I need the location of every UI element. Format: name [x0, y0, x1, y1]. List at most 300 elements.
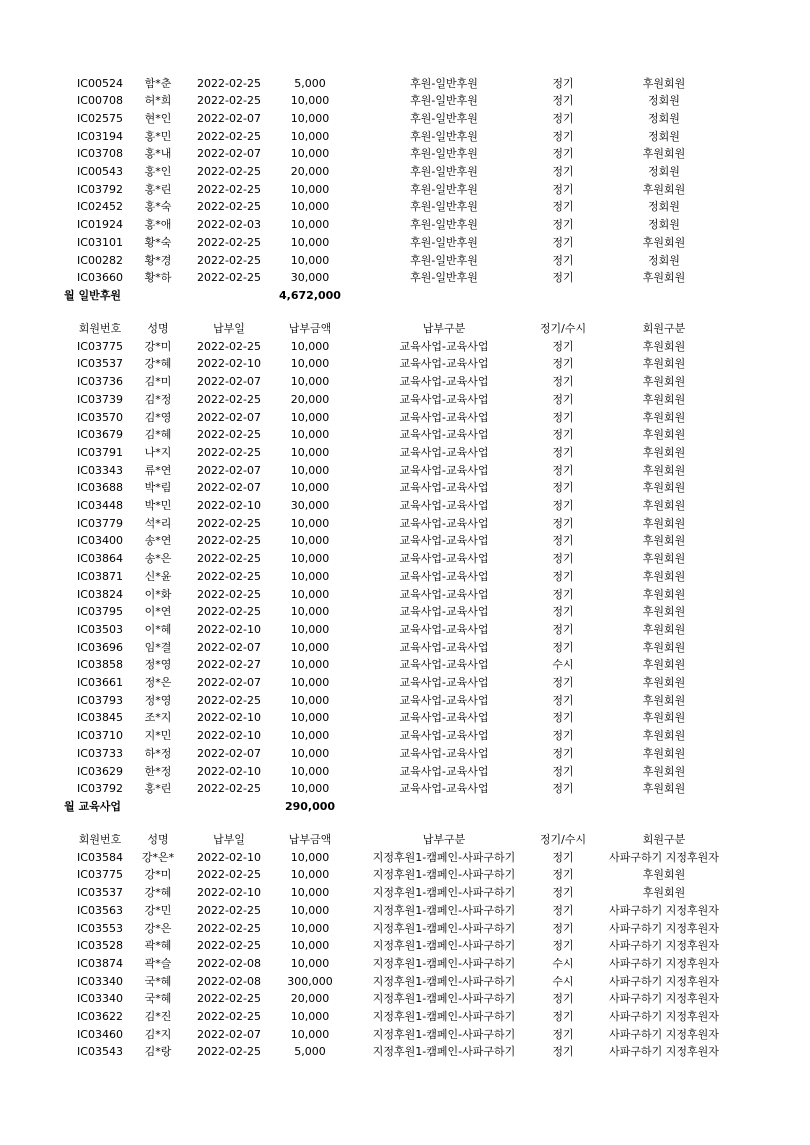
regular-or-occasional-cell: 수시: [552, 974, 574, 988]
payment-type-cell: 교육사업-교육사업: [399, 622, 489, 636]
regular-or-occasional-cell: 정기: [552, 640, 574, 654]
table-row: [0, 603, 810, 621]
member-name-cell: 강*혜: [144, 357, 172, 371]
member-name-cell: 박*림: [144, 481, 172, 495]
table-row: [0, 426, 810, 444]
payment-type-cell: 교육사업-교육사업: [399, 445, 489, 459]
payment-amount-cell: 10,000: [290, 868, 330, 882]
regular-or-occasional-cell: 정기: [552, 921, 574, 935]
regular-or-occasional-cell: 정기: [552, 693, 574, 707]
member-name-cell: 성명: [147, 322, 169, 335]
member-type-cell: 정회원: [648, 165, 680, 178]
regular-or-occasional-cell: 정기: [552, 182, 574, 196]
regular-or-occasional-cell: 정기: [552, 1027, 574, 1041]
payment-amount-cell: 10,000: [290, 640, 330, 654]
member-id-cell: IC00524: [77, 76, 123, 90]
member-name-cell: 황*하: [144, 271, 172, 285]
regular-or-occasional-cell: 정기: [552, 271, 574, 285]
member-id-cell: IC03448: [77, 499, 123, 512]
member-type-cell: 정회원: [648, 111, 680, 125]
payment-date-cell: 2022-02-25: [197, 992, 261, 1006]
member-id-cell: IC01924: [77, 218, 123, 232]
payment-date-cell: 2022-02-07: [197, 375, 261, 389]
regular-or-occasional-cell: 정기: [552, 200, 574, 214]
member-name-cell: 강*미: [144, 868, 172, 882]
member-id-cell: IC03460: [77, 1027, 123, 1041]
payment-date-cell: 2022-02-25: [197, 76, 261, 90]
member-type-cell: 후원회원: [642, 676, 686, 689]
table-row: [0, 479, 810, 497]
table-row: [0, 355, 810, 373]
member-type-cell: 사파구하기 지정후원자: [609, 1010, 719, 1023]
payment-date-cell: 납부일: [213, 322, 245, 335]
regular-or-occasional-cell: 정기: [552, 235, 574, 249]
regular-or-occasional-cell: 정기: [552, 534, 574, 548]
member-name-cell: 함*춘: [144, 76, 172, 90]
regular-or-occasional-cell: 정기: [552, 903, 574, 917]
member-id-cell: IC03661: [77, 676, 123, 689]
payment-date-cell: 2022-02-25: [197, 339, 261, 353]
payment-amount-cell: 10,000: [290, 463, 330, 477]
member-id-cell: IC03400: [77, 534, 123, 548]
payment-type-cell: 교육사업-교육사업: [399, 605, 489, 619]
subtotal-value: 4,672,000: [279, 288, 341, 302]
member-type-cell: 후원회원: [642, 271, 686, 285]
table-row: [0, 181, 810, 199]
member-type-cell: 후원회원: [642, 463, 686, 477]
member-id-cell: 회원번호: [78, 833, 122, 846]
member-type-cell: 후원회원: [642, 587, 686, 601]
payment-date-cell: 2022-02-07: [197, 640, 261, 654]
payment-amount-cell: 10,000: [290, 729, 330, 743]
table-row: [0, 269, 810, 287]
payment-date-cell: 2022-02-25: [197, 605, 261, 619]
payment-amount-cell: 300,000: [287, 974, 333, 988]
member-type-cell: 후원회원: [642, 552, 686, 566]
member-name-cell: 강*민: [144, 903, 172, 917]
member-name-cell: 김*정: [144, 392, 172, 406]
member-name-cell: 송*은: [144, 552, 172, 566]
member-id-cell: IC03537: [77, 357, 123, 371]
member-id-cell: IC03340: [77, 974, 123, 988]
member-type-cell: 후원회원: [642, 711, 686, 725]
member-name-cell: 석*리: [144, 516, 172, 530]
member-name-cell: 임*결: [144, 640, 172, 654]
payment-amount-cell: 10,000: [290, 587, 330, 601]
table-row: [0, 515, 810, 533]
regular-or-occasional-cell: 정기: [552, 94, 574, 108]
regular-or-occasional-cell: 정기: [552, 746, 574, 760]
payment-amount-cell: 10,000: [290, 886, 330, 900]
member-type-cell: 후원회원: [642, 428, 686, 442]
member-id-cell: IC03739: [77, 392, 123, 406]
payment-date-cell: 2022-02-25: [197, 534, 261, 548]
member-name-cell: 김*영: [144, 410, 172, 424]
payment-amount-cell: 20,000: [290, 165, 330, 178]
payment-date-cell: 2022-02-10: [197, 850, 261, 864]
subtotal-label: 월 일반후원: [64, 288, 121, 302]
member-id-cell: IC00543: [77, 165, 123, 178]
payment-amount-cell: 10,000: [290, 693, 330, 707]
regular-or-occasional-cell: 정기: [552, 111, 574, 125]
member-name-cell: 국*혜: [144, 992, 172, 1006]
table-row: [0, 727, 810, 745]
payment-type-cell: 지정후원1-캠페인-사파구하기: [372, 850, 516, 864]
payment-amount-cell: 30,000: [290, 271, 330, 285]
table-row: [0, 373, 810, 391]
payment-date-cell: 2022-02-25: [197, 445, 261, 459]
payment-type-cell: 후원-일반후원: [410, 200, 478, 214]
member-id-cell: IC03194: [77, 129, 123, 143]
member-name-cell: 강*은*: [141, 850, 175, 864]
member-id-cell: IC03858: [77, 658, 123, 672]
member-type-cell: 후원회원: [642, 182, 686, 196]
member-type-cell: 정회원: [648, 129, 680, 143]
member-id-cell: IC03779: [77, 516, 123, 530]
member-type-cell: 후원회원: [642, 764, 686, 778]
payment-type-cell: 교육사업-교육사업: [399, 693, 489, 707]
regular-or-occasional-cell: 정기: [552, 1045, 574, 1059]
member-name-cell: 김*미: [144, 375, 172, 389]
regular-or-occasional-cell: 정기: [552, 886, 574, 900]
member-name-cell: 이*혜: [144, 622, 172, 636]
table-row: [0, 252, 810, 270]
payment-amount-cell: 납부금액: [288, 322, 332, 335]
payment-amount-cell: 10,000: [290, 746, 330, 760]
regular-or-occasional-cell: 정기: [552, 129, 574, 143]
table-row: [0, 550, 810, 568]
member-id-cell: IC03710: [77, 729, 123, 743]
regular-or-occasional-cell: 정기: [552, 445, 574, 459]
table-row: [0, 462, 810, 480]
payment-type-cell: 후원-일반후원: [410, 253, 478, 267]
member-id-cell: IC00282: [77, 253, 123, 267]
member-id-cell: IC02575: [77, 111, 123, 125]
regular-or-occasional-cell: 수시: [552, 658, 574, 672]
member-id-cell: IC03553: [77, 921, 123, 935]
regular-or-occasional-cell: 정기: [552, 357, 574, 371]
payment-amount-cell: 10,000: [290, 516, 330, 530]
table-row: [0, 163, 810, 181]
payment-amount-cell: 10,000: [290, 129, 330, 143]
member-id-cell: IC03696: [77, 640, 123, 654]
payment-type-cell: 후원-일반후원: [410, 147, 478, 161]
payment-date-cell: 2022-02-25: [197, 428, 261, 442]
subtotal-value: 290,000: [284, 799, 336, 813]
regular-or-occasional-cell: 정기: [552, 253, 574, 267]
payment-amount-cell: 10,000: [290, 782, 330, 796]
member-name-cell: 홍*인: [144, 165, 172, 178]
payment-amount-cell: 10,000: [290, 235, 330, 249]
payment-date-cell: 2022-02-25: [197, 516, 261, 530]
member-name-cell: 정*은: [144, 676, 172, 689]
payment-type-cell: 지정후원1-캠페인-사파구하기: [372, 921, 516, 935]
payment-type-cell: 교육사업-교육사업: [399, 676, 489, 689]
member-name-cell: 류*연: [144, 463, 172, 477]
table-row: [0, 709, 810, 727]
member-id-cell: IC03792: [77, 182, 123, 196]
member-name-cell: 김*진: [144, 1010, 172, 1023]
payment-type-cell: 교육사업-교육사업: [399, 428, 489, 442]
member-type-cell: 후원회원: [642, 410, 686, 424]
payment-amount-cell: 10,000: [290, 711, 330, 725]
member-name-cell: 홍*애: [144, 218, 172, 232]
payment-amount-cell: 10,000: [290, 218, 330, 232]
payment-amount-cell: 10,000: [290, 445, 330, 459]
payment-amount-cell: 10,000: [290, 552, 330, 566]
regular-or-occasional-cell: 정기: [552, 76, 574, 90]
member-name-cell: 김*지: [144, 1027, 172, 1041]
payment-type-cell: 교육사업-교육사업: [399, 499, 489, 512]
member-name-cell: 허*희: [144, 94, 172, 108]
member-id-cell: IC03528: [77, 939, 123, 953]
table-row: [0, 884, 810, 902]
member-type-cell: 후원회원: [642, 746, 686, 760]
member-id-cell: IC03708: [77, 147, 123, 161]
member-name-cell: 홍*내: [144, 147, 172, 161]
regular-or-occasional-cell: 정기: [552, 622, 574, 636]
member-type-cell: 후원회원: [642, 886, 686, 900]
member-id-cell: IC03775: [77, 868, 123, 882]
payment-amount-cell: 10,000: [290, 676, 330, 689]
payment-date-cell: 2022-02-25: [197, 165, 261, 178]
payment-date-cell: 2022-02-25: [197, 200, 261, 214]
payment-type-cell: 후원-일반후원: [410, 76, 478, 90]
member-name-cell: 곽*혜: [144, 939, 172, 953]
member-name-cell: 홍*민: [144, 129, 172, 143]
member-id-cell: IC03101: [77, 235, 123, 249]
table-row: [0, 1043, 810, 1061]
table-row: [0, 849, 810, 867]
payment-date-cell: 2022-02-08: [197, 974, 261, 988]
payment-date-cell: 2022-02-07: [197, 111, 261, 125]
member-name-cell: 현*인: [144, 111, 172, 125]
payment-amount-cell: 20,000: [290, 392, 330, 406]
regular-or-occasional-cell: 정기: [552, 516, 574, 530]
table-row: [0, 532, 810, 550]
member-type-cell: 정회원: [648, 253, 680, 267]
member-name-cell: 김*혜: [144, 428, 172, 442]
table-row: [0, 110, 810, 128]
member-id-cell: IC03622: [77, 1010, 123, 1023]
member-id-cell: 회원번호: [78, 322, 122, 335]
regular-or-occasional-cell: 정기/수시: [539, 322, 587, 335]
table-row: [0, 955, 810, 973]
payment-amount-cell: 5,000: [294, 1045, 326, 1059]
payment-amount-cell: 10,000: [290, 111, 330, 125]
member-type-cell: 후원회원: [642, 605, 686, 619]
member-type-cell: 사파구하기 지정후원자: [609, 956, 719, 970]
member-name-cell: 황*숙: [144, 235, 172, 249]
payment-amount-cell: 5,000: [294, 76, 326, 90]
payment-type-cell: 후원-일반후원: [410, 94, 478, 108]
payment-amount-cell: 10,000: [290, 253, 330, 267]
payment-type-cell: 지정후원1-캠페인-사파구하기: [372, 1010, 516, 1023]
payment-type-cell: 지정후원1-캠페인-사파구하기: [372, 939, 516, 953]
payment-date-cell: 2022-02-10: [197, 729, 261, 743]
regular-or-occasional-cell: 정기: [552, 552, 574, 566]
member-id-cell: IC03791: [77, 445, 123, 459]
member-type-cell: 후원회원: [642, 516, 686, 530]
payment-type-cell: 후원-일반후원: [410, 129, 478, 143]
payment-amount-cell: 10,000: [290, 147, 330, 161]
payment-type-cell: 교육사업-교육사업: [399, 640, 489, 654]
payment-type-cell: 지정후원1-캠페인-사파구하기: [372, 1027, 516, 1041]
member-name-cell: 이*화: [144, 587, 172, 601]
payment-type-cell: 후원-일반후원: [410, 218, 478, 232]
member-name-cell: 홍*숙: [144, 200, 172, 214]
payment-date-cell: 2022-02-25: [197, 569, 261, 583]
table-row: [0, 656, 810, 674]
regular-or-occasional-cell: 정기: [552, 729, 574, 743]
payment-amount-cell: 10,000: [290, 605, 330, 619]
regular-or-occasional-cell: 정기: [552, 992, 574, 1006]
member-id-cell: IC03845: [77, 711, 123, 725]
payment-date-cell: 2022-02-10: [197, 499, 261, 512]
member-id-cell: IC03537: [77, 886, 123, 900]
payment-amount-cell: 10,000: [290, 658, 330, 672]
member-type-cell: 사파구하기 지정후원자: [609, 921, 719, 935]
member-id-cell: IC03570: [77, 410, 123, 424]
table-row: [0, 586, 810, 604]
member-id-cell: IC03793: [77, 693, 123, 707]
payment-date-cell: 2022-02-25: [197, 587, 261, 601]
payment-type-cell: 지정후원1-캠페인-사파구하기: [372, 903, 516, 917]
member-type-cell: 후원회원: [642, 339, 686, 353]
regular-or-occasional-cell: 정기: [552, 569, 574, 583]
member-type-cell: 후원회원: [642, 76, 686, 90]
member-name-cell: 하*정: [144, 746, 172, 760]
member-id-cell: IC03864: [77, 552, 123, 566]
member-name-cell: 이*연: [144, 605, 172, 619]
member-type-cell: 후원회원: [642, 481, 686, 495]
payment-amount-cell: 10,000: [290, 339, 330, 353]
table-row: [0, 444, 810, 462]
member-type-cell: 후원회원: [642, 534, 686, 548]
member-name-cell: 송*연: [144, 534, 172, 548]
payment-type-cell: 지정후원1-캠페인-사파구하기: [372, 992, 516, 1006]
member-type-cell: 후원회원: [642, 782, 686, 796]
payment-type-cell: 납부구분: [422, 833, 466, 846]
subtotal-row: [0, 287, 810, 305]
regular-or-occasional-cell: 정기: [552, 711, 574, 725]
table-row: [0, 692, 810, 710]
payment-type-cell: 교육사업-교육사업: [399, 729, 489, 743]
payment-date-cell: 2022-02-03: [197, 218, 261, 232]
payment-type-cell: 교육사업-교육사업: [399, 375, 489, 389]
table-row: [0, 75, 810, 93]
table-row: [0, 92, 810, 110]
payment-type-cell: 교육사업-교육사업: [399, 569, 489, 583]
payment-amount-cell: 10,000: [290, 903, 330, 917]
member-name-cell: 강*미: [144, 339, 172, 353]
payment-date-cell: 2022-02-25: [197, 939, 261, 953]
table-row: [0, 409, 810, 427]
payment-date-cell: 2022-02-25: [197, 129, 261, 143]
payment-amount-cell: 10,000: [290, 357, 330, 371]
member-type-cell: 사파구하기 지정후원자: [609, 974, 719, 988]
member-type-cell: 사파구하기 지정후원자: [609, 903, 719, 917]
payment-type-cell: 지정후원1-캠페인-사파구하기: [372, 868, 516, 882]
payment-type-cell: 교육사업-교육사업: [399, 516, 489, 530]
payment-date-cell: 2022-02-25: [197, 1010, 261, 1023]
regular-or-occasional-cell: 정기: [552, 782, 574, 796]
payment-amount-cell: 20,000: [290, 992, 330, 1006]
member-id-cell: IC03563: [77, 903, 123, 917]
member-type-cell: 정회원: [648, 200, 680, 214]
regular-or-occasional-cell: 정기: [552, 939, 574, 953]
payment-date-cell: 2022-02-25: [197, 782, 261, 796]
table-row: [0, 338, 810, 356]
member-type-cell: 사파구하기 지정후원자: [609, 939, 719, 953]
table-row: [0, 639, 810, 657]
member-type-cell: 후원회원: [642, 357, 686, 371]
member-id-cell: IC03343: [77, 463, 123, 477]
table-row: [0, 973, 810, 991]
payment-type-cell: 교육사업-교육사업: [399, 658, 489, 672]
payment-type-cell: 교육사업-교육사업: [399, 410, 489, 424]
payment-type-cell: 지정후원1-캠페인-사파구하기: [372, 886, 516, 900]
payment-amount-cell: 10,000: [290, 764, 330, 778]
payment-type-cell: 지정후원1-캠페인-사파구하기: [372, 956, 516, 970]
payment-date-cell: 2022-02-10: [197, 357, 261, 371]
payment-type-cell: 교육사업-교육사업: [399, 552, 489, 566]
member-type-cell: 사파구하기 지정후원자: [609, 1045, 719, 1059]
table-row: [0, 780, 810, 798]
payment-amount-cell: 10,000: [290, 569, 330, 583]
table-row: [0, 234, 810, 252]
payment-type-cell: 후원-일반후원: [410, 235, 478, 249]
member-name-cell: 곽*슬: [144, 956, 172, 970]
payment-type-cell: 교육사업-교육사업: [399, 764, 489, 778]
payment-type-cell: 교육사업-교육사업: [399, 746, 489, 760]
regular-or-occasional-cell: 정기: [552, 499, 574, 512]
payment-date-cell: 2022-02-10: [197, 622, 261, 636]
payment-type-cell: 교육사업-교육사업: [399, 481, 489, 495]
payment-type-cell: 교육사업-교육사업: [399, 711, 489, 725]
table-row: [0, 1026, 810, 1044]
subtotal-label: 월 교육사업: [64, 799, 121, 813]
member-type-cell: 회원구분: [642, 833, 686, 846]
payment-date-cell: 2022-02-07: [197, 463, 261, 477]
table-row: [0, 568, 810, 586]
payment-date-cell: 2022-02-10: [197, 886, 261, 900]
payment-date-cell: 2022-02-07: [197, 410, 261, 424]
member-id-cell: IC02452: [77, 200, 123, 214]
payment-date-cell: 2022-02-25: [197, 271, 261, 285]
regular-or-occasional-cell: 정기: [552, 868, 574, 882]
member-id-cell: IC03824: [77, 587, 123, 601]
subtotal-row: [0, 798, 810, 816]
payment-amount-cell: 납부금액: [288, 833, 332, 846]
payment-amount-cell: 10,000: [290, 94, 330, 108]
table-row: [0, 674, 810, 692]
payment-amount-cell: 30,000: [290, 499, 330, 512]
payment-amount-cell: 10,000: [290, 375, 330, 389]
payment-date-cell: 2022-02-25: [197, 94, 261, 108]
payment-date-cell: 2022-02-08: [197, 956, 261, 970]
member-type-cell: 후원회원: [642, 445, 686, 459]
table-row: [0, 763, 810, 781]
member-id-cell: IC03736: [77, 375, 123, 389]
regular-or-occasional-cell: 정기: [552, 339, 574, 353]
member-type-cell: 후원회원: [642, 375, 686, 389]
payment-amount-cell: 10,000: [290, 428, 330, 442]
member-name-cell: 황*경: [144, 253, 172, 267]
payment-type-cell: 교육사업-교육사업: [399, 782, 489, 796]
member-id-cell: IC03629: [77, 764, 123, 778]
member-id-cell: IC03503: [77, 622, 123, 636]
